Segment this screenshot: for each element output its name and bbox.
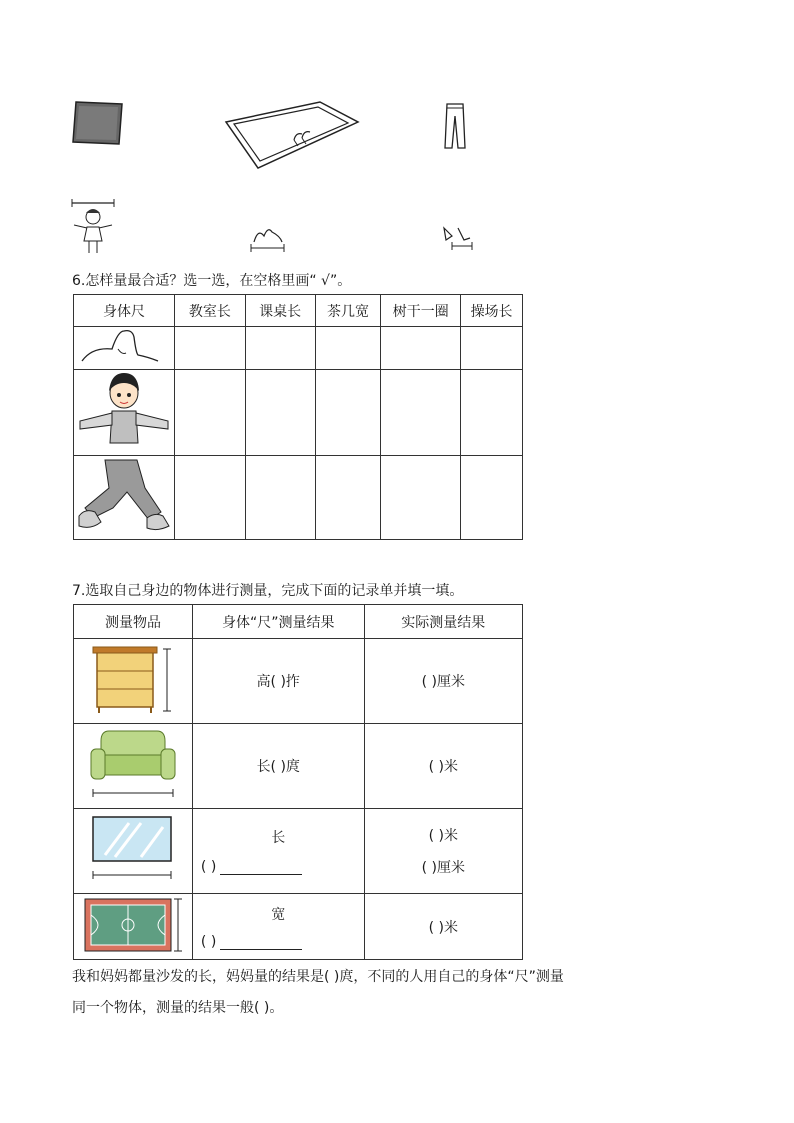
- q6-header-playground: 操场长: [461, 295, 523, 327]
- q6-checkbox[interactable]: [174, 456, 245, 540]
- pool-image: [224, 100, 360, 170]
- court-cell: [74, 894, 193, 960]
- sofa-body-result[interactable]: 长( )庹: [192, 724, 364, 809]
- glass-cell: [74, 809, 193, 894]
- glass-actual-m[interactable]: ( )米: [428, 828, 458, 844]
- court-body-result: [192, 894, 364, 960]
- walking-legs-icon: [75, 458, 173, 534]
- sofa-icon: [85, 725, 181, 803]
- q6-checkbox[interactable]: [315, 327, 381, 370]
- q6-header-body-ruler: 身体尺: [74, 295, 175, 327]
- sofa-actual-result[interactable]: ( )米: [364, 724, 522, 809]
- q7-table: [73, 604, 523, 960]
- hand-span-icon: [78, 327, 170, 365]
- q6-header-desk: 课桌长: [245, 295, 315, 327]
- q7-row-cabinet: [74, 639, 523, 724]
- trousers-image: [442, 102, 468, 150]
- footer-line-1: 我和妈妈都量沙发的长，妈妈量的结果是( )庹，不同的人用自己的身体“尺”测量: [72, 969, 564, 985]
- q6-table: [73, 294, 523, 540]
- footer-line-2: 同一个物体，测量的结果一般( )。: [72, 1000, 284, 1016]
- glass-actual-result: [364, 809, 522, 894]
- hand-span-cell: [74, 327, 175, 370]
- q6-header-tea-table: 茶几宽: [315, 295, 381, 327]
- q7-row-glass: [74, 809, 523, 894]
- q7-row-court: [74, 894, 523, 960]
- arm-span-cell: [74, 370, 175, 456]
- q6-header-tree: 树干一圈: [381, 295, 461, 327]
- cabinet-icon: [85, 643, 181, 715]
- q7-row-sofa: [74, 724, 523, 809]
- q6-row-step: [74, 456, 523, 540]
- q6-row-hand-span: [74, 327, 523, 370]
- q6-checkbox[interactable]: [315, 456, 381, 540]
- glass-body-count[interactable]: ( ): [200, 859, 217, 875]
- cabinet-body-result[interactable]: 高( )拃: [192, 639, 364, 724]
- court-unit-blank[interactable]: [220, 935, 302, 950]
- court-body-label: 宽: [271, 906, 286, 923]
- girl-armspan-image: [70, 197, 116, 257]
- glass-body-label: 长: [271, 830, 286, 846]
- q7-title: 7.选取自己身边的物体进行测量，完成下面的记录单并填一填。: [72, 583, 464, 599]
- q6-checkbox[interactable]: [381, 370, 461, 456]
- q6-checkbox[interactable]: [461, 327, 523, 370]
- q6-checkbox[interactable]: [381, 456, 461, 540]
- step-measure-image: [440, 222, 476, 252]
- q6-checkbox[interactable]: [245, 370, 315, 456]
- glass-unit-blank[interactable]: [220, 860, 302, 875]
- glass-window-icon: [85, 811, 181, 887]
- q6-checkbox[interactable]: [461, 456, 523, 540]
- glass-actual-cm[interactable]: ( )厘米: [421, 860, 465, 876]
- cabinet-cell: [74, 639, 193, 724]
- q6-checkbox[interactable]: [315, 370, 381, 456]
- cabinet-actual-result[interactable]: ( )厘米: [364, 639, 522, 724]
- court-actual-result[interactable]: ( )米: [364, 894, 522, 960]
- q7-header-body-result: 身体“尺”测量结果: [192, 605, 364, 639]
- q7-header-actual-result: 实际测量结果: [364, 605, 522, 639]
- q6-checkbox[interactable]: [245, 327, 315, 370]
- glass-body-result: [192, 809, 364, 894]
- step-cell: [74, 456, 175, 540]
- q6-checkbox[interactable]: [461, 370, 523, 456]
- court-body-count[interactable]: ( ): [200, 933, 217, 950]
- q6-checkbox[interactable]: [174, 327, 245, 370]
- q6-title: 6.怎样量最合适？选一选，在空格里画“ √”。: [72, 273, 352, 289]
- blackboard-image: [72, 100, 124, 146]
- q6-header-classroom: 教室长: [174, 295, 245, 327]
- q7-header-item: 测量物品: [74, 605, 193, 639]
- hand-span-image: [248, 222, 288, 252]
- q6-checkbox[interactable]: [245, 456, 315, 540]
- boy-armspan-icon: [76, 371, 172, 451]
- q6-checkbox[interactable]: [174, 370, 245, 456]
- q6-checkbox[interactable]: [381, 327, 461, 370]
- q6-row-arm-span: [74, 370, 523, 456]
- basketball-court-icon: [83, 895, 183, 955]
- sofa-cell: [74, 724, 193, 809]
